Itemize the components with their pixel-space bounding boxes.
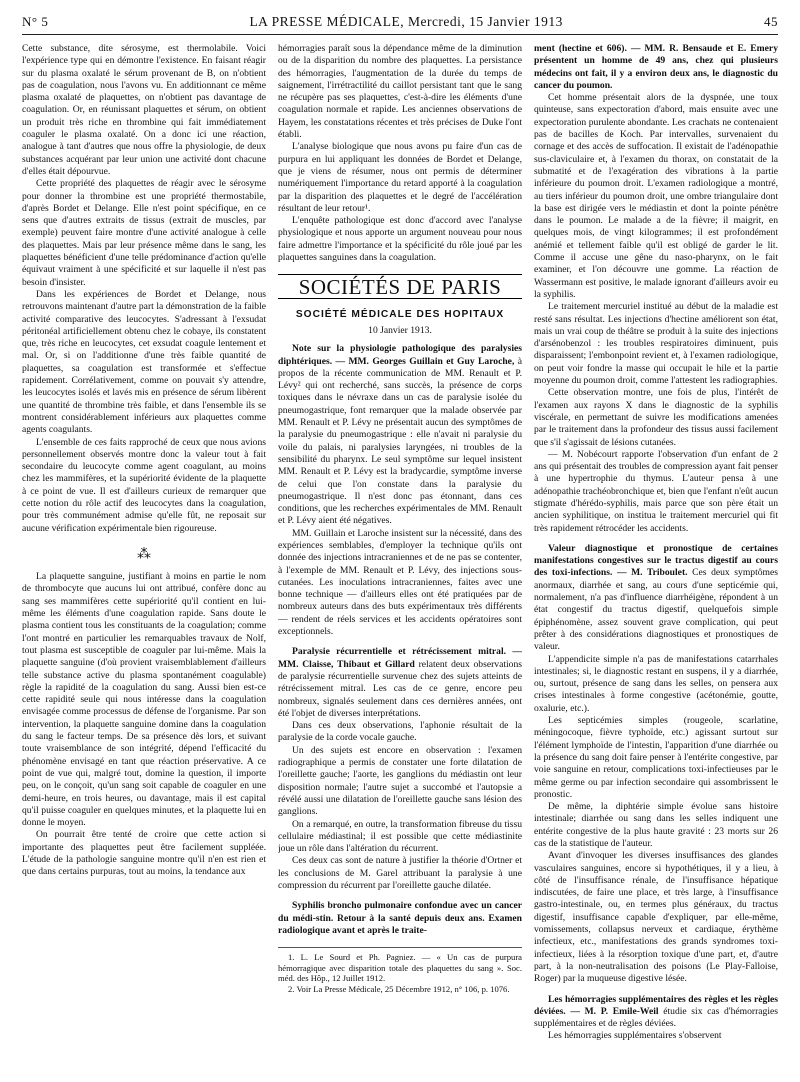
paragraph: L'ensemble de ces faits rapproché de ceux que nous avions personnellement observés montre donc la valeur tout à fait secondaire du leucocyte comme agent coagulant, au moins chez les mammifères, et la supériorité évidente de la plaquette à ce point de vue. Il est d'ailleurs curieux de remarquer que cette notion du rôle actif des leucocytes dans la coagulation, pour très communément admise qu'elle fût, ne reposait sur aucune vérification expérimentale bien rigoureuse. [22,436,266,534]
paragraph: La plaquette sanguine, justifiant à moins en partie le nom de thrombocyte que aucuns lui ont attribué, confère donc au sang ses mammifères cette supériorité qu'il contient en lui-même les éléments d'une coagulation rapide. Sans doute le plasma contient tous les constituants de la coagulation; comme l'ont montré en particulier les remarquables travaux de Nolf, tout plasma est susceptible de coaguler par lui-même. Mais la plaquette sanguine (d'où provient vraisemblablement d'ailleurs telle substance active du plasma spontanément coagulable) règle la rapidité de la coagulation du sang. Aussi bien est-ce cette rapidité seule qui nous intéresse dans la coagulation envisagée comme processus de défense de l'organisme. Par son intervention, la plaquette sanguine domine dans la coagulation du sang le facteur temps. De sa présence dès lors, et suivant toute vraisemblance de son intégrité, dépend l'efficacité du phénomène envisagé en tant que réaction préservative. A ce point de vue qui, malgré tout, domine la question, il importe peu, on le conçoit, qu'un sang soit capable de coaguler en une demi-heure, en trois heures, ou davantage, mais il est capital qu'il puisse coaguler en quelques minutes, et la plaquette lui en donne le moyen. [22,571,266,829]
paragraph: L'appendicite simple n'a pas de manifestations catarrhales intestinales; si, le diagnostic restant en suspens, il y a diarrhée, ou, surtout, présence de sang dans les selles, on pensera aux crises intestinales à forme congestive (acétonémie, goutte, oxalurie, etc.). [534,653,778,714]
article-title-continued: ment (hectine et 606). — MM. R. Bensaude et E. Emery présentent un homme de 49 ans, chez qui plusieurs médecins ont fait, il y a environ deux ans, le diagnostic du cancer du poumon. [534,43,778,91]
paragraph: MM. Guillain et Laroche insistent sur la nécessité, dans des expériences semblables, d'employer la technique qu'ils ont donnée des injections intracraniennes et de ne pas se contenter, à l'exemple de MM. Renault et P. Lévy, des injections sous-cutanées. Les inoculations intracraniennes, faites avec une bonne technique — d'ailleurs elles ont été pratiquées par de nombreux auteurs dans des buts expérimentaux très différents — rendent de réels services et les accidents opératoires sont exceptionnels. [278,527,522,638]
paragraph: L'enquête pathologique est donc d'accord avec l'analyse physiologique et nous apporte un argument nouveau pour nous faire admettre l'importance et la spécificité du rôle joué par les plaquettes sanguines dans la coagulation. [278,215,522,264]
footnote: 1. L. Le Sourd et Ph. Pagniez. — « Un cas de purpura hémorragique avec disparition totale des plaquettes du sang ». Soc. méd. des Hôp., 12 Juillet 1912. [278,952,522,984]
column-2 [278,43,522,1073]
footnote: 2. Voir La Presse Médicale, 25 Décembre 1912, n° 106, p. 1076. [288,983,510,994]
article-text: à propos de la récente communication de MM. Renault et P. Lévy² qui ont recherché, sans succès, la présence de corps toxiques dans le névraxe dans un cas de paralysie isolée du pneumogastrique, font remarquer que la malade observée par MM. Renault et P. Lévy ne présentait aucun des symptômes de la paralysie du pneumogastrique : elle n'avait ni paralysie du voile du palais, ni paralysies laryngées, ni troubles de la sensibilité du pharynx. Le seul symptôme sur lequel insistent MM. Renault et P. Lévy est la bradycardie, symptôme inverse de celui que l'on constate dans la paralysie du pneumogastrique. Il n'est donc pas étonnant, dans ces conditions, que les recherches expérimentales de MM. Renault et P. Lévy aient été négatives. [278,355,522,527]
footnotes [278,947,522,994]
paragraph: Ces deux cas sont de nature à justifier la théorie d'Ortner et les conclusions de M. Garel attribuant la paralysie à une compression du récurrent par l'oreillette gauche dilatée. [278,855,522,891]
paragraph: Dans ces deux observations, l'aphonie résultait de la paralysie de la corde vocale gauche. [278,720,522,744]
journal-title: LA PRESSE MÉDICALE, Mercredi, 15 Janvier 1913 [249,14,563,29]
issue-number: N° 5 [22,14,49,29]
session-date: 10 Janvier 1913. [368,324,432,336]
paragraph: Le traitement mercuriel institué au début de la maladie est resté sans résultat. Les injections d'hectine améliorent son état, mais un vrai coup de théâtre se produit à la suite des injections d'arsénobenzol : les troubles respiratoires diminuent, puis disparaissent; l'embonpoint revient et, à l'examen radiologique, on peut voir fondre la masse qui occupait le hile et la partie moyenne du poumon droit, comme l'attestent les radiographies. [534,301,778,387]
article-text: étudie six cas d'hémorragies supplémentaires et de règles déviées. [534,1005,778,1030]
article-title: Paralysie récurrentielle et rétrécissement mitral. — MM. Claisse, Thibaut et Gillard [278,646,522,670]
article-title: Valeur diagnostique et pronostique de certaines manifestations congestives sur le tractus digestif au cours des toxi-infections. — M. Triboulet. [534,542,778,579]
paragraph: De même, la diphtérie simple évolue sans histoire intestinale; diarrhée ou sang dans les selles indiquent une entérite congestive de la plus haute gravité : 23 morts sur 26 cas de la statistique de l'auteur. [534,801,778,849]
text-columns [22,43,778,1073]
paragraph: Cet homme présentait alors de la dyspnée, une toux quinteuse, sans expectoration d'abord, mais ensuite avec une expectoration purulente abondante. Les crachats ne contenaient pas de bacilles de Koch. Par intervalles, survenaient du cornage et des accès de suffocation. Il existait de l'adénopathie sus-claviculaire et, à l'examen du thorax, on constatait de la submatité et de l'exagération des vibrations à la partie inférieure du poumon droit. L'examen radiologique a montré, au tiers inférieur du poumon droit, une ombre triangulaire dont la base est dirigée vers le médiastin et dont la pointe pénètre dans le poumon. Le malade a de la fièvre; il maigrit, en quelques mois, de vingt kilogrammes; il est profondément anémié et tellement faible qu'il est obligé de garder le lit. Comme il accuse une gêne du naso-pharynx, on le fait examiner, et l'on découvre une gomme. La réaction de Wassermann est positive, le malade ignorant d'ailleurs avoir eu la syphilis. [534,92,778,300]
paragraph: Les hémorragies supplémentaires s'observent [548,1030,722,1042]
paragraph: Les septicémies simples (rougeole, scarlatine, méningocoque, fièvre typhoïde, etc.) agissant surtout sur l'élément lymphoïde de l'intestin, l'apparition d'une diarrhée ou la présence du sang doit faire penser à l'entérite congestive, par voie sanguine en retour, complications toxi-infectieuses par le même germe ou par infection secondaire qui assombrissent le pronostic. [534,715,778,800]
running-header [22,14,778,35]
article-paragraph [534,543,778,654]
article-title: Note sur la physiologie pathologique des paralysies diphtériques. — MM. Georges Guillain et Guy Laroche, [278,343,522,367]
column-1 [22,43,266,1073]
article-paragraph [278,343,522,527]
paragraph: hémorragies paraît sous la dépendance même de la diminution ou de la disparition du nombre des plaquettes. La persistance des hémorragies, l'augmentation de la durée du temps de saignement, l'irrétractilité du caillot persistant tant que le sang ne récupère pas ses plaquettes, c'est-à-dire les éléments d'une coagulation normale et rapide. Les anciennes observations de Hayem, les constatations récentes et très précises de Duke l'ont établi. [278,43,522,141]
section-separator: ⁂ [137,546,151,562]
paragraph: Avant d'invoquer les diverses insuffisances des glandes vasculaires sanguines, encore si hypothétiques, il y a lieu, à côté de l'insuffisance rénale, de l'insuffisance hépatique indiscutées, de faire une place, et très large, à l'insuffisance gastro-intestinale, ou, en termes plus généraux, du tractus digestif, insuffisance capable d'expliquer, par elle-même, vomissements, collapsus nerveux et cardiaque, érythème infectieux, etc., manifestations des grands syndromes toxi-infectieux, liées à la résorption toxique d'une part, et, d'autre part, à la non-neutralisation des poisons (Le Play-Falloise, Roger) par la muqueuse digestive lésée. [534,850,778,985]
paragraph: Cette observation montre, une fois de plus, l'intérêt de l'examen aux rayons X dans le diagnostic de la syphilis viscérale, en permettant de suivre les modifications amenées par le traitement dans la profondeur des tissus aussi facilement que s'il s'agissait de lésions cutanées. [534,387,778,448]
society-title: SOCIÉTÉ MÉDICALE DES HOPITAUX [295,308,505,320]
paragraph: L'analyse biologique que nous avons pu faire d'un cas de purpura en lui appliquant les données de Bordet et Delange, que je viens de résumer, nous ont permis de déterminer numériquement l'importance du retard apporté à la coagulation par la disparition des plaquettes et le degré de l'accélération résultant de leur retour¹. [278,141,522,214]
section-title: SOCIÉTÉS DE PARIS [298,275,502,300]
paragraph: Dans les expériences de Bordet et Delange, nous retrouvons maintenant d'autre part la démonstration de la faible activité comparative des leucocytes. S'adressant à l'exsudat péritonéal artificiellement obtenu chez le cobaye, ils constatent que, très riche en leucocytes, cet exsudat coagule lentement et mal. Or, si on l'additionne d'une très faible quantité de plaquettes, sa coagulation est transformée et s'effectue rapidement. Corrélativement, comme on pouvait s'y attendre, les leucocytes isolés et lavés mis en présence de sérum libèrent une quantité de thrombine très faible, et dans l'ensemble ils se montrent considérablement inférieurs aux plaquettes comme agents coagulants. [22,288,266,436]
article-text: relatent deux observations de paralysie récurrentielle survenue chez des sujets atteints de rétrécissement mitral. Les cas de ce genre, encore peu nombreux, signalés seulement dans ces dernières années, ont été l'objet de diverses interprétations. [278,658,522,719]
paragraph: On pourrait être tenté de croire que cette action si importante des plaquettes peut être facilement suppléée. L'étude de la pathologie sanguine montre qu'il n'en est rien et que dans certains purpuras, tout au moins, la tendance aux [22,829,266,878]
article-paragraph [534,994,778,1031]
paragraph: — M. Nobécourt rapporte l'observation d'un enfant de 2 ans qui présentait des troubles de compression ayant fait penser à une hypertrophie du thymus. L'auteur pensa à une adénopathie trachéobronchique et, bien que l'enfant n'eût aucun stigmate d'hérédo-syphilis, mais parce que son père était un ancien syphilitique, on institua le traitement mercuriel qui fit très rapidement rétrocéder les accidents. [534,448,778,534]
article-text: Ces deux symptômes anormaux, diarrhée et sang, au cours d'une septicémie qui, normalement, n'a pas d'influence diarrhéigène, répondent à un état congestif du tractus digestif, quelquefois simple épiphénomène, assez souvent grave complication, qui peut prêter à des considérations diagnostiques et pronostiques de valeur. [534,567,778,653]
paragraph: Un des sujets est encore en observation : l'examen radiographique a permis de constater une forte dilatation de l'oreillette gauche; l'aorte, les ganglions du médiastin ont leur disposition normale; l'autre sujet a succombé et l'autopsie a révélé aussi une dilatation de l'oreillette gauche sans lésion des ganglions. [278,744,522,818]
article-paragraph [278,646,522,720]
column-3 [534,43,778,1073]
article-title: Syphilis broncho pulmonaire confondue avec un cancer du médi-stin. Retour à la santé depuis deux ans. Examen radiologique avant et après le traite- [278,900,522,936]
paragraph: Cette substance, dite sérosyme, est thermolabile. Voici l'expérience type qui en démontre l'existence. En faisant réagir sur du plasma oxalaté le sérum provenant de B, on n'obtient pas de coagulation, nous l'avons vu. En additionnant ce même plasma oxalaté de plaquettes, on n'obtient pas davantage de coagulation. Or, en réunissant plaquettes et sérum, on obtient un produit très riche en thrombine qui fait immédiatement coaguler le plasma oxalaté. On a donc ici une réaction, analogue à tant d'autres que nous offre la physiologie, de deux substances acquérant par leur union une activité dont chacune d'elles était dépourvue. [22,43,266,177]
section-heading-frame [278,274,522,298]
page-number: 45 [764,14,778,29]
article-title: Les hémorragies supplémentaires des règles et les règles déviées. — M. P. Emile-Weil [534,993,778,1017]
paragraph: On a remarqué, en outre, la transformation fibreuse du tissu cellulaire médiastinal; il est possible que cette médiastinite joue un rôle dans l'altération du récurrent. [278,818,522,855]
paragraph: Cette propriété des plaquettes de réagir avec le sérosyme pour donner la thrombine est une propriété thermostabile, d'après Bordet et Delange. Elle n'est point spécifique, en ce sens que d'autres extraits de tissus (extrait de muscles, par exemple) peuvent faire montre d'une activité analogue à celle des plaquettes. Mais par leur présence même dans le sang, les plaquettes bénéficient d'une telle prédominance d'action qu'elle équivaut vraiment à une spécificité et sur laquelle il n'est pas besoin d'insister. [22,178,266,288]
